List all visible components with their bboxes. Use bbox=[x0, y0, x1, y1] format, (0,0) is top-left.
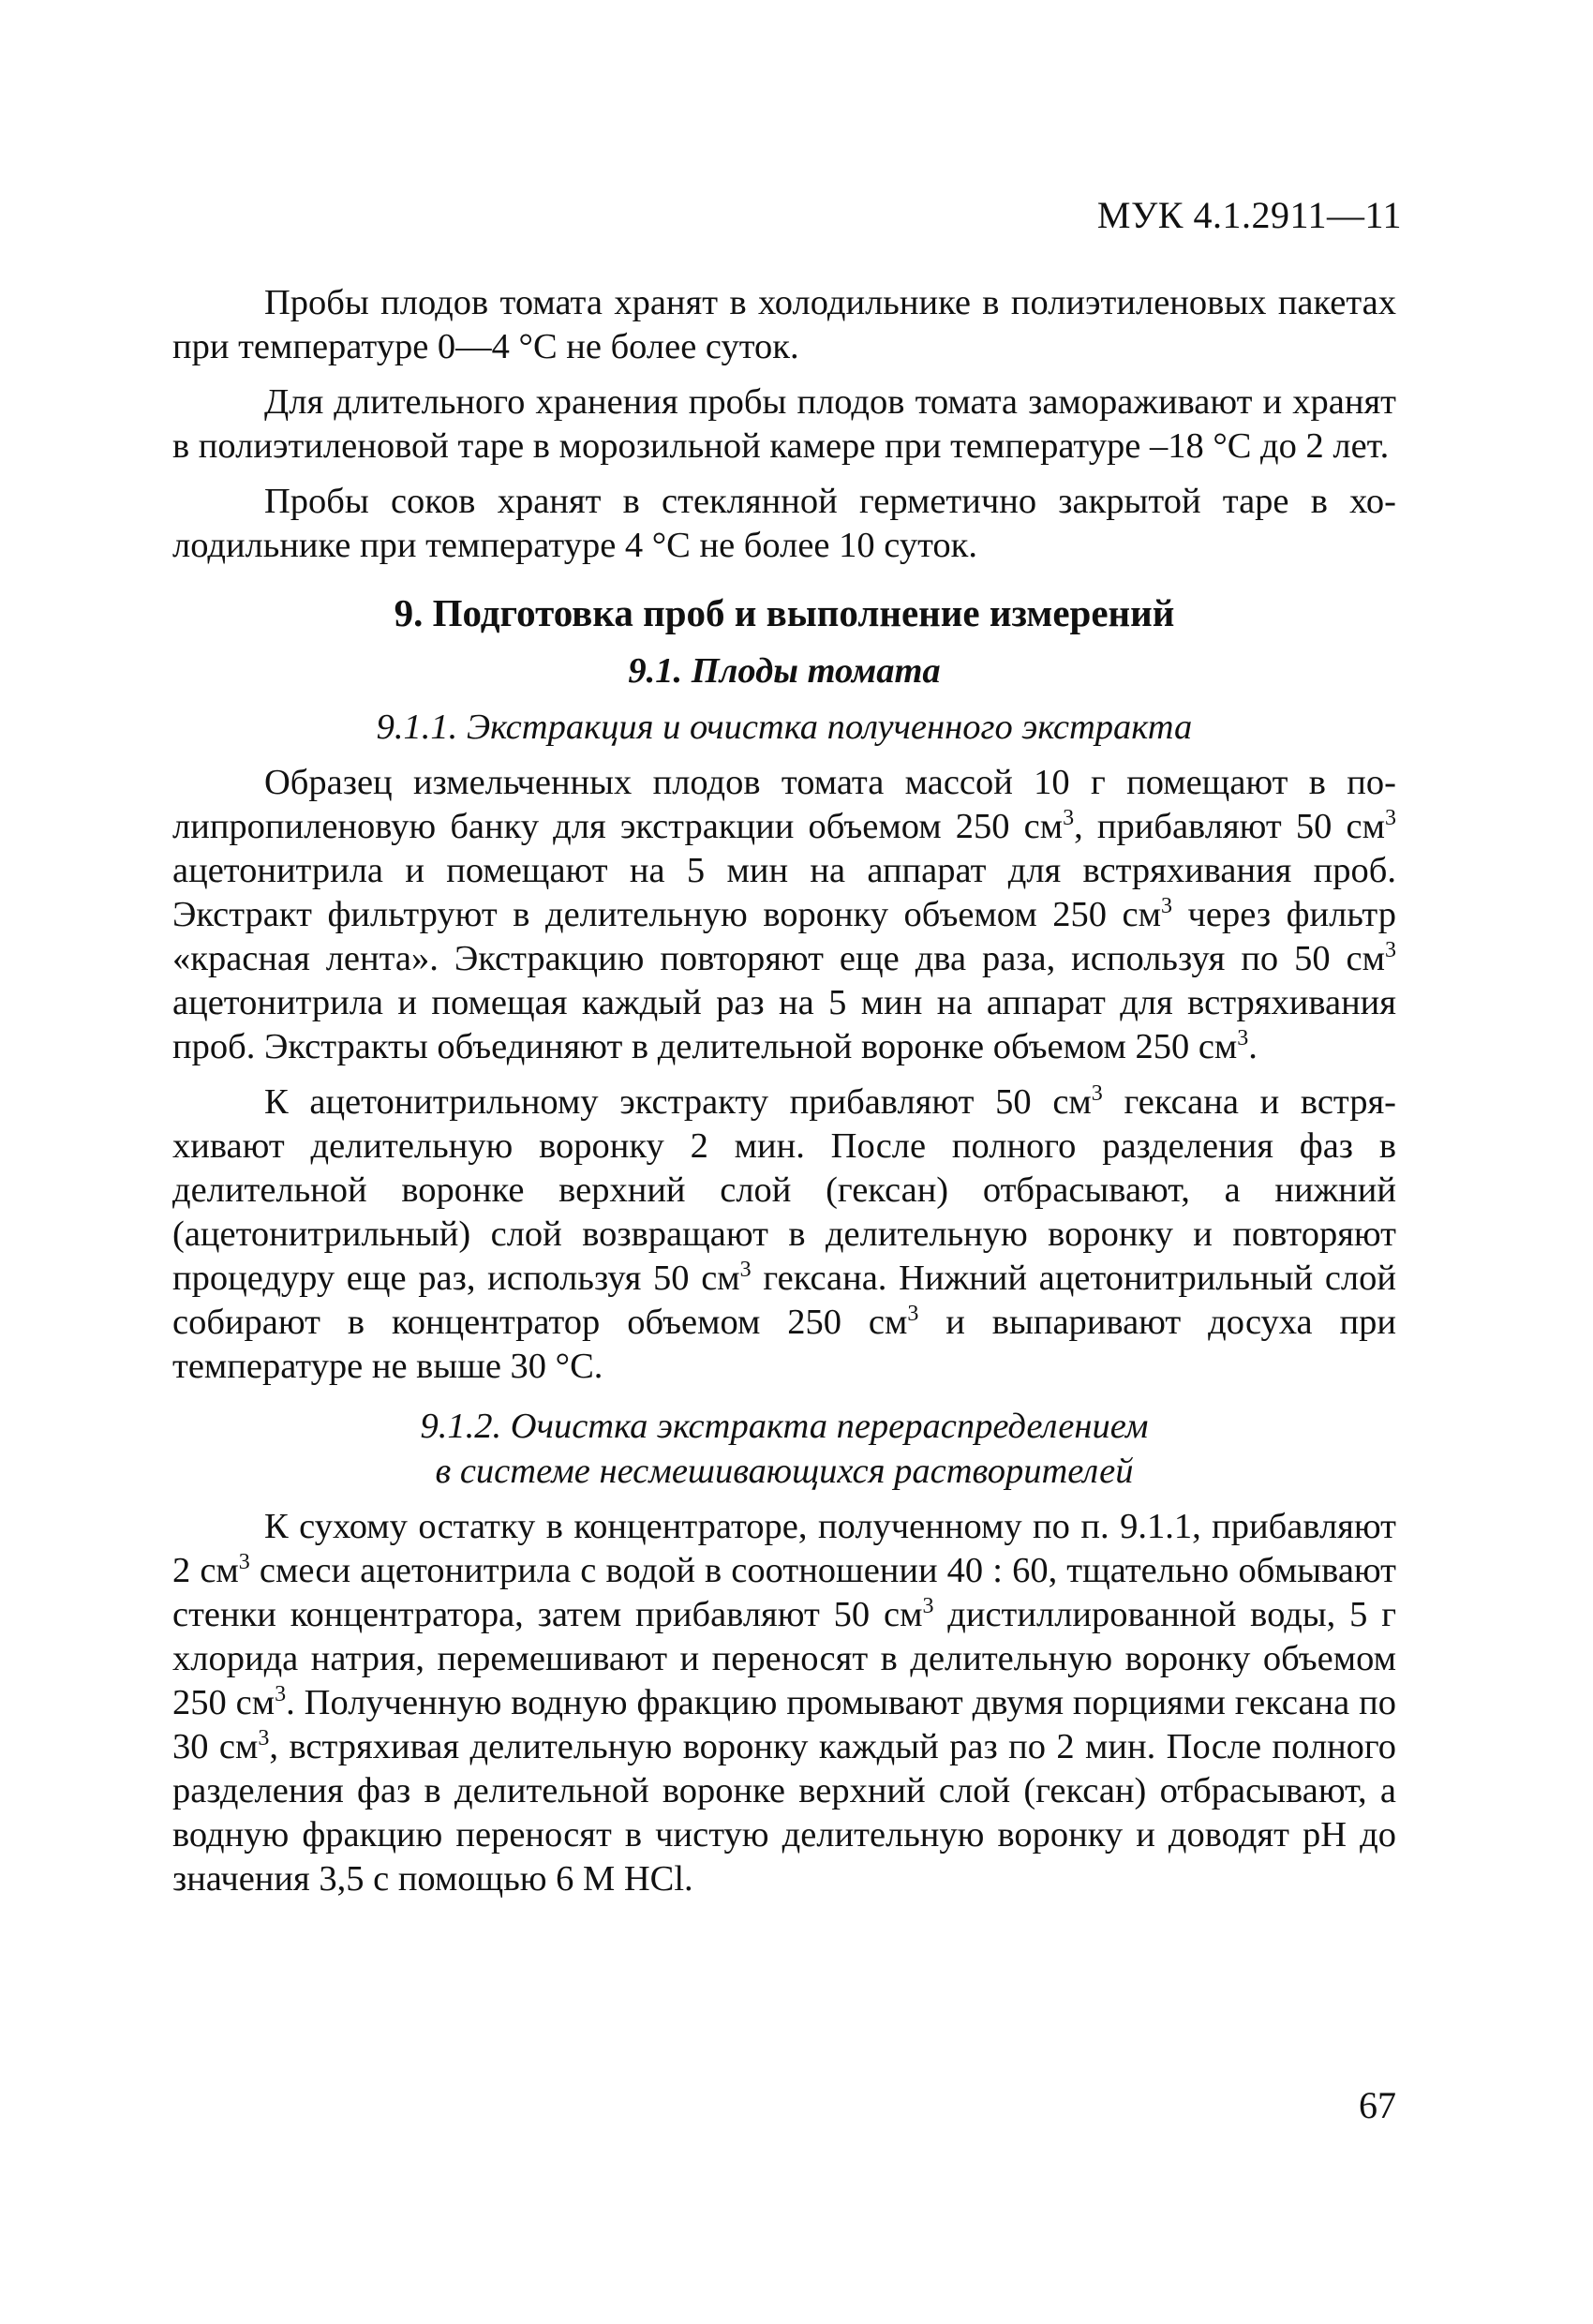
superscript: 3 bbox=[739, 1258, 752, 1282]
text-run: К сухому остатку в концентраторе, полученному по п. 9.1.1, прибавляют 2 см bbox=[172, 1507, 1396, 1590]
superscript: 3 bbox=[1385, 938, 1396, 962]
paragraph-extraction bbox=[172, 761, 1396, 1069]
text-run: и выпаривают досуха при температуре не выше 30 °С. bbox=[172, 1303, 1396, 1386]
paragraph-storage-fresh: Пробы плодов томата хранят в холодильнике в полиэтиленовых пакетах при температуре 0—4 °С не более суток. bbox=[172, 283, 1396, 366]
section-heading: 9. Подготовка проб и выполнение измерений bbox=[394, 591, 1175, 634]
paragraph-hexane-wash bbox=[172, 1080, 1396, 1389]
text-run: Образец измельченных плодов томата массой 10 г помещают в полипропиленовую банку для экстракции объемом 250 см bbox=[172, 763, 1396, 846]
heading-line: 9.1.2. Очистка экстракта перераспределением bbox=[420, 1407, 1149, 1446]
paragraph-storage-juice: Пробы соков хранят в стеклянной герметично закрытой таре в холодильнике при температуре 4 °С не более 10 суток. bbox=[172, 482, 1396, 565]
text-run: . Полученную водную фракцию промывают двумя порциями гексана по 30 см bbox=[172, 1683, 1396, 1766]
document-code-header: МУК 4.1.2911—11 bbox=[1096, 194, 1402, 236]
text-run: гексана. Нижний ацетонитрильный слой собирают в концентратор объемом 250 см bbox=[172, 1259, 1396, 1342]
paragraph-storage-frozen: Для длительного хранения пробы плодов томата замораживают и хранят в полиэтиленовой таре в морозильной камере при температуре –18 °С до 2 лет. bbox=[172, 382, 1396, 466]
subsubsection-heading-cleanup bbox=[172, 1404, 1396, 1494]
text-run: , прибавляют 50 см bbox=[1074, 807, 1385, 846]
text-run: , встряхивая делительную воронку каждый раз по 2 мин. После полного разделения фаз в делительной воронке верхний слой (гексан) отбрасывают, а водную фракцию переносят в чистую делительную воронку и доводят рН до значения 3,5 с помощью 6 М HCl. bbox=[172, 1727, 1397, 1899]
superscript: 3 bbox=[1237, 1026, 1249, 1050]
text-run: ацетонитрила и помещая каждый раз на 5 мин на аппарат для встряхивания проб. Экстракты объединяют в делительной воронке объемом 250 см bbox=[172, 983, 1396, 1066]
subsubsection-heading-extraction: 9.1.1. Экстракция и очистка полученного экстракта bbox=[376, 708, 1193, 747]
superscript: 3 bbox=[275, 1682, 287, 1706]
superscript: 3 bbox=[1063, 806, 1075, 830]
page-number: 67 bbox=[1359, 2084, 1396, 2126]
text-run: через фильтр «красная лента». Экстракцию повторяют еще два раза, используя по 50 см bbox=[172, 895, 1396, 978]
superscript: 3 bbox=[1091, 1081, 1103, 1106]
page-content bbox=[172, 281, 1396, 1916]
superscript: 3 bbox=[907, 1302, 919, 1326]
superscript: 3 bbox=[1161, 894, 1172, 918]
text-run: смеси ацетонитрила с водой в соотношении 40 : 60, тщательно обмывают стенки концентратора, затем прибавляют 50 см bbox=[172, 1551, 1396, 1634]
superscript: 3 bbox=[1385, 806, 1396, 830]
superscript: 3 bbox=[922, 1594, 934, 1618]
text-run: гексана и встряхивают делительную воронку 2 мин. После полного разделения фаз в делительной воронке верхний слой (гексан) отбрасывают, а нижний (ацетонитрильный) слой возвращают в делительную воронку и повторяют процедуру еще раз, используя 50 см bbox=[172, 1082, 1396, 1298]
text-run: дистиллированной воды, 5 г хлорида натрия, перемешивают и переносят в делительную воронку объемом 250 см bbox=[172, 1595, 1396, 1722]
superscript: 3 bbox=[258, 1726, 270, 1750]
text-run: . bbox=[1248, 1027, 1258, 1066]
text-run: ацетонитрила и помещают на 5 мин на аппарат для встряхивания проб. Экстракт фильтруют в делительную воронку объемом 250 см bbox=[172, 851, 1396, 934]
subsection-heading: 9.1. Плоды томата bbox=[628, 651, 941, 691]
superscript: 3 bbox=[238, 1550, 250, 1574]
paragraph-cleanup bbox=[172, 1505, 1396, 1901]
text-run: К ацетонитрильному экстракту прибавляют 50 см bbox=[264, 1082, 1092, 1122]
heading-line: в системе несмешивающихся растворителей bbox=[435, 1452, 1134, 1491]
